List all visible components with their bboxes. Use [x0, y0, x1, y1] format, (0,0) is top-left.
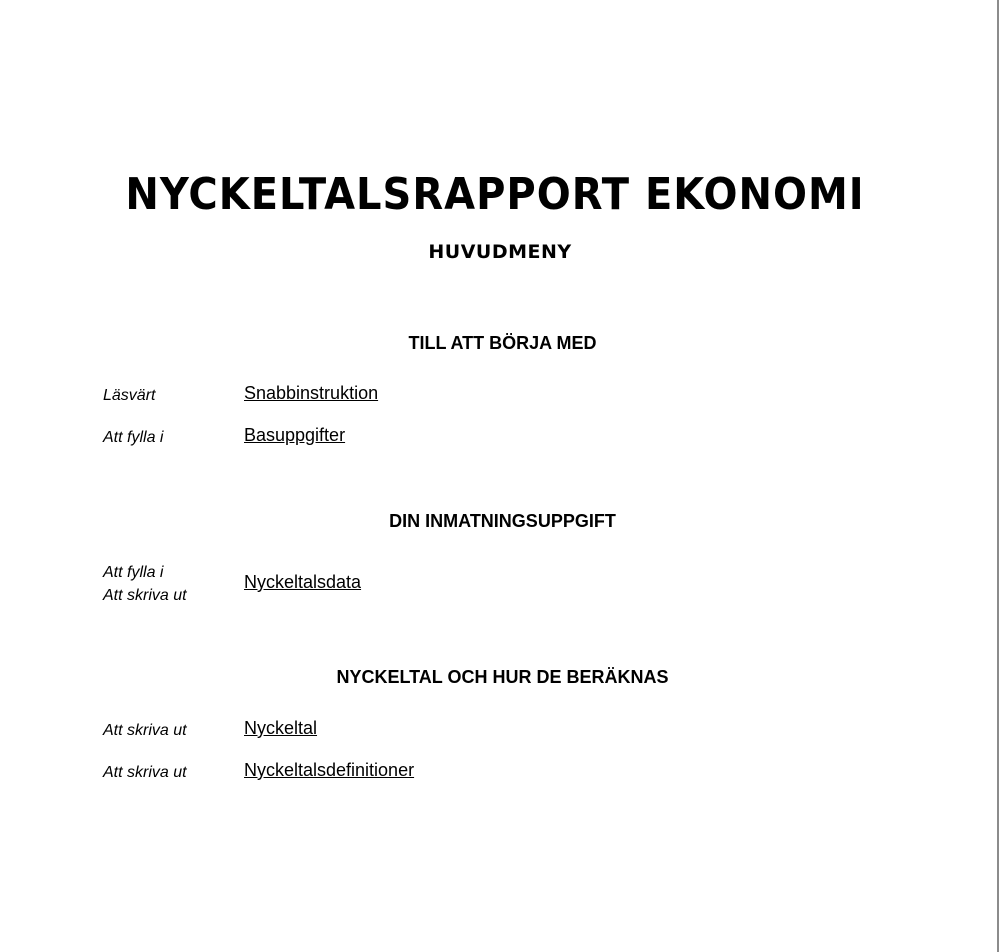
row-label: Att skriva ut — [103, 764, 187, 781]
link-nyckeltal[interactable]: Nyckeltal — [244, 718, 318, 738]
row-label-line2: Att skriva ut — [103, 587, 187, 604]
link-nyckeltalsdefinitioner[interactable]: Nyckeltalsdefinitioner — [244, 760, 415, 780]
row-label: Att skriva ut — [103, 722, 187, 739]
link-basuppgifter[interactable]: Basuppgifter — [244, 425, 346, 445]
document-subtitle: HUVUDMENY — [428, 241, 572, 263]
section-heading-din-inmatningsuppgift: DIN INMATNINGSUPPGIFT — [389, 511, 616, 531]
section-heading-nyckeltal-och-hur-de-beraknas: NYCKELTAL OCH HUR DE BERÄKNAS — [336, 667, 669, 687]
row-label: Läsvärt — [103, 387, 156, 404]
section-heading-till-att-borja-med: TILL ATT BÖRJA MED — [408, 333, 597, 353]
link-nyckeltalsdata[interactable]: Nyckeltalsdata — [244, 572, 362, 592]
document-title: NYCKELTALSRAPPORT EKONOMI — [125, 170, 865, 220]
page-right-border — [997, 0, 999, 952]
row-label: Att fylla i — [103, 429, 164, 446]
row-label-line1: Att fylla i — [103, 564, 164, 581]
link-snabbinstruktion[interactable]: Snabbinstruktion — [244, 383, 379, 403]
